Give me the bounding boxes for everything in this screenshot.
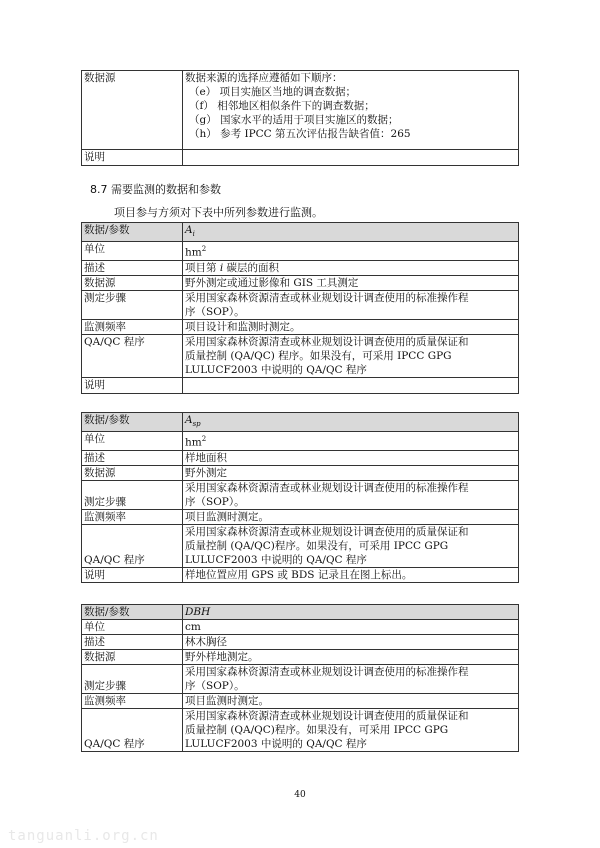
- table-label-cell: QA/QC 程序: [82, 709, 183, 752]
- table-value-cell: $hm^2$: [183, 242, 519, 261]
- table-label-cell: 数据源: [82, 650, 183, 665]
- table-value-cell: 采用国家森林资源清查或林业规划设计调查使用的标准操作程 序（SOP）。: [183, 480, 519, 509]
- table-value-cell: [183, 377, 519, 393]
- table-row: [82, 620, 519, 635]
- table-label-cell: 监测频率: [82, 319, 183, 334]
- continued-parameter-table: [81, 70, 519, 166]
- table-label-cell: 数据/参数: [82, 223, 183, 242]
- table-label-cell: 单位: [82, 242, 183, 261]
- table-value-cell: 野外测定: [183, 465, 519, 480]
- table-label-cell: 数据源: [82, 71, 183, 150]
- table-value-cell: 野外样地测定。: [183, 650, 519, 665]
- table-value-cell: 项目监测时测定。: [183, 694, 519, 709]
- table-row: [82, 665, 519, 694]
- table-value-cell: 采用国家森林资源清查或林业规划设计调查使用的标准操作程 序（SOP）。: [183, 290, 519, 319]
- parameter-symbol: $A_{sp}$: [183, 413, 519, 432]
- table-value-cell: [183, 150, 519, 166]
- source-line: （h） 参考 IPCC 第五次评估报告缺省值：265: [189, 128, 411, 140]
- table-label-cell: 描述: [82, 450, 183, 465]
- page-number: 40: [294, 790, 306, 800]
- table-value-cell: 采用国家森林资源清查或林业规划设计调查使用的质量保证和 质量控制 (QA/QC) 程序。如果没有，可采用 IPCC GPG LULUCF2003 中说明的 QA/QC 程序: [183, 334, 519, 377]
- table-label-cell: 单位: [82, 620, 183, 635]
- table-label-cell: QA/QC 程序: [82, 524, 183, 567]
- watermark: tanguanli.org.cn: [8, 828, 159, 844]
- table-value-cell: 野外测定或通过影像和 GIS 工具测定: [183, 275, 519, 290]
- table-value-cell: 样地面积: [183, 450, 519, 465]
- table-value-cell: 项目监测时测定。: [183, 509, 519, 524]
- section-title: 需要监测的数据和参数: [111, 183, 221, 196]
- table-value-cell: 采用国家森林资源清查或林业规划设计调查使用的质量保证和 质量控制 (QA/QC)程序。如果没有，可采用 IPCC GPG LULUCF2003 中说明的 QA/QC 程序: [183, 709, 519, 752]
- parameter-table-dbh: [81, 604, 519, 752]
- table-row: [82, 650, 519, 665]
- table-row: [82, 509, 519, 524]
- table-value-cell: 林木胸径: [183, 635, 519, 650]
- source-line: （f） 相邻地区相似条件下的调查数据；: [189, 100, 375, 112]
- table-row: [82, 377, 519, 393]
- table-row: [82, 480, 519, 509]
- table-row: [82, 709, 519, 752]
- table-row: [82, 465, 519, 480]
- parameter-symbol: $A_i$: [183, 223, 519, 242]
- table-label-cell: 说明: [82, 150, 183, 166]
- table-value-cell: $hm^2$: [183, 432, 519, 451]
- section-number: 8.7: [90, 183, 108, 196]
- table-row: [82, 432, 519, 451]
- table-value-cell: 采用国家森林资源清查或林业规划设计调查使用的标准操作程 序（SOP）。: [183, 665, 519, 694]
- table-label-cell: 监测频率: [82, 509, 183, 524]
- table-label-cell: QA/QC 程序: [82, 334, 183, 377]
- table-label-cell: 描述: [82, 635, 183, 650]
- table-row: [82, 275, 519, 290]
- table-row: [82, 242, 519, 261]
- table-value-cell: 样地位置应用 GPS 或 BDS 记录且在图上标出。: [183, 567, 519, 582]
- table-value-cell: [183, 71, 519, 150]
- table-row: [82, 567, 519, 582]
- table-row: [82, 319, 519, 334]
- table-row: [82, 334, 519, 377]
- source-line: （g） 国家水平的适用于项目实施区的数据；: [189, 114, 399, 126]
- table-row: [82, 694, 519, 709]
- table-label-cell: 测定步骤: [82, 480, 183, 509]
- parameter-symbol: DBH: [183, 605, 519, 620]
- table-row: [82, 290, 519, 319]
- section-heading: [90, 181, 221, 197]
- table-label-cell: 数据/参数: [82, 605, 183, 620]
- parameter-table-asp: [81, 412, 519, 583]
- table-label-cell: 测定步骤: [82, 665, 183, 694]
- table-row: [82, 635, 519, 650]
- table-row: [82, 450, 519, 465]
- section-intro: 项目参与方须对下表中所列参数进行监测。: [114, 206, 323, 219]
- table-header-row: [82, 413, 519, 432]
- table-label-cell: 说明: [82, 377, 183, 393]
- table-header-row: [82, 223, 519, 242]
- table-label-cell: 说明: [82, 567, 183, 582]
- table-label-cell: 数据源: [82, 465, 183, 480]
- source-line: 数据来源的选择应遵循如下顺序：: [185, 72, 343, 84]
- parameter-table-ai: [81, 222, 519, 394]
- table-header-row: [82, 605, 519, 620]
- table-row: [82, 524, 519, 567]
- table-label-cell: 测定步骤: [82, 290, 183, 319]
- table-value-cell: 项目设计和监测时测定。: [183, 319, 519, 334]
- table-label-cell: 数据源: [82, 275, 183, 290]
- source-line: （e） 项目实施区当地的调查数据；: [189, 86, 357, 98]
- table-label-cell: 描述: [82, 260, 183, 275]
- table-label-cell: 单位: [82, 432, 183, 451]
- table-label-cell: 监测频率: [82, 694, 183, 709]
- table-row: [82, 260, 519, 275]
- table-value-cell: 采用国家森林资源清查或林业规划设计调查使用的质量保证和 质量控制 (QA/QC)程序。如果没有，可采用 IPCC GPG LULUCF2003 中说明的 QA/QC 程序: [183, 524, 519, 567]
- table-label-cell: 数据/参数: [82, 413, 183, 432]
- table-value-cell: 项目第 i 碳层的面积: [183, 260, 519, 275]
- table-value-cell: cm: [183, 620, 519, 635]
